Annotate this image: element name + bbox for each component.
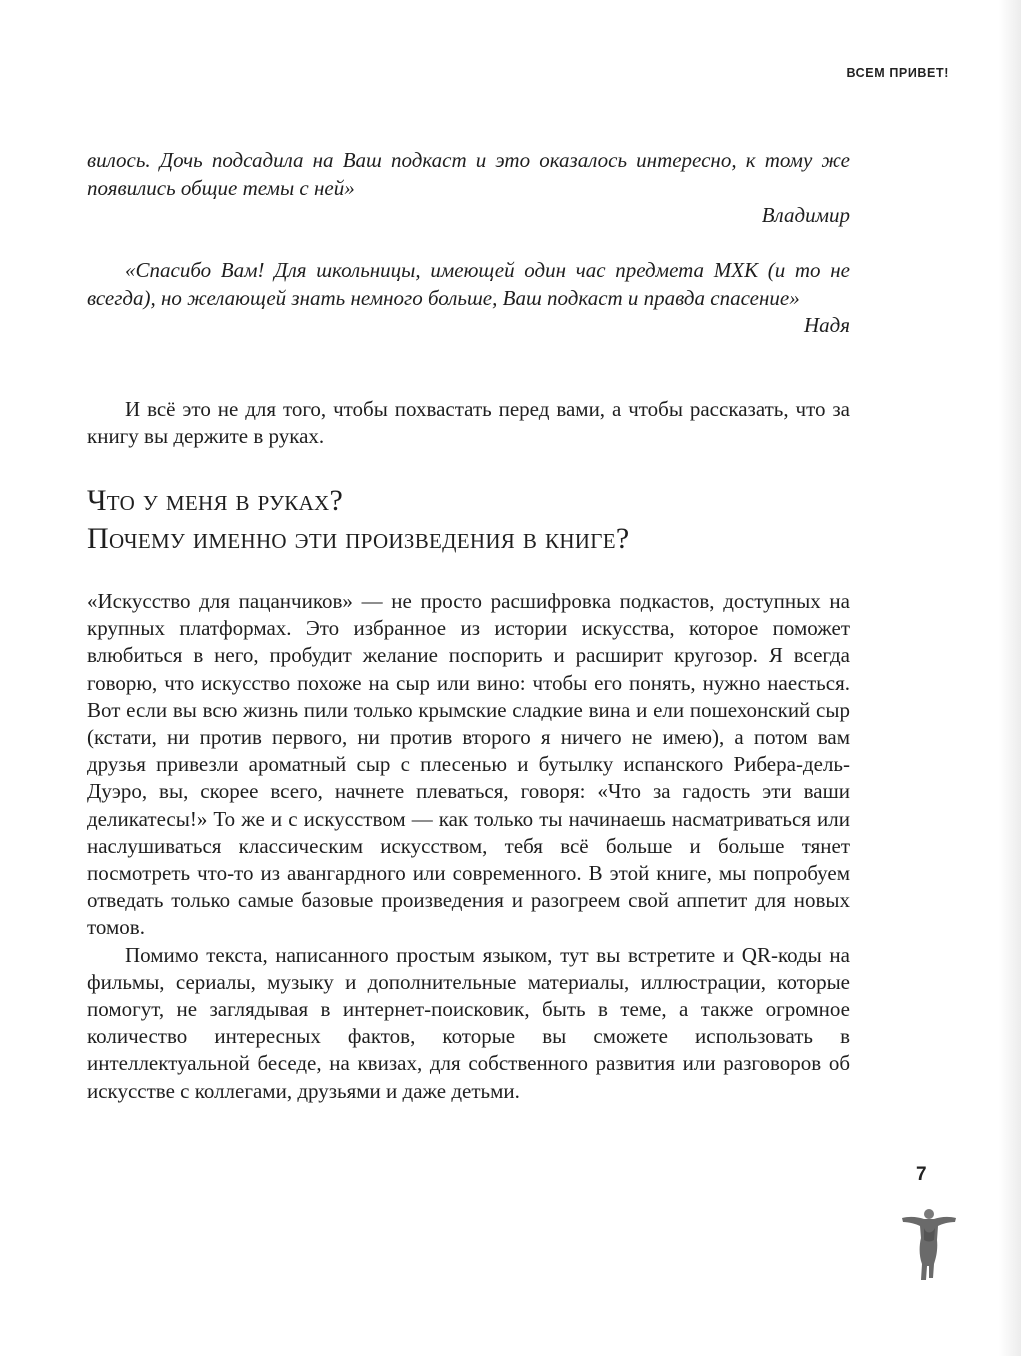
- paragraph: И всё это не для того, чтобы похвастать перед вами, а чтобы рассказать, что за книгу вы держите в руках.: [87, 397, 850, 449]
- sculpture-figure-icon: [898, 1206, 960, 1286]
- running-header: ВСЕМ ПРИВЕТ!: [846, 66, 949, 80]
- page-number: 7: [916, 1164, 927, 1185]
- paragraph: Помимо текста, написанного простым языком, тут вы встретите и QR-коды на фильмы, сериалы, музыку и дополнительные материалы, иллюстрации, которые помогут, не заглядывая в интернет-поисковик, быть в теме, а также огромное количество интересных фактов, которые вы сможете использовать в интеллектуальной беседе, на квизах, для собственного развития или разговоров об искусстве с коллегами, друзьями и даже детьми.: [87, 942, 850, 1103]
- testimonial-author: Владимир: [761, 203, 850, 227]
- page-edge-shadow: [999, 0, 1021, 1356]
- section-heading-line-2: Почему именно эти произведения в книге?: [87, 522, 630, 555]
- testimonial-author: Надя: [803, 313, 850, 337]
- testimonial-2: [87, 257, 850, 340]
- intro-paragraph: [87, 396, 850, 450]
- section-heading-line-1: Что у меня в руках?: [87, 484, 344, 517]
- paragraph: «Искусство для пацанчиков» — не просто расшифровка подкастов, доступных на крупных платформах. Это избранное из истории искусства, которое поможет влюбиться в него, пробудит желание поспорить и расширит кругозор. Я всегда говорю, что искусство похоже на сыр или вино: чтобы его понять, нужно наесться. Вот если вы всю жизнь пили только крымские сладкие вина и ели пошехонский сыр (кстати, ни против первого, ни против второго я ничего не имею), а потом вам друзья привезли ароматный сыр с плесенью и бутылку испанского Рибера-дель-Дуэро, вы, скорее всего, начнете плеваться, говоря: «Что за гадость эти ваши деликатесы!» То же и с искусством — как только ты начинаешь насматриваться или наслушиваться классическим искусством, тебя всё больше и больше тянет посмотреть что-то из авангардного или современного. В этой книге, мы попробуем отведать только самые базовые произведения и разогреем свой аппетит для новых томов.: [87, 589, 850, 940]
- testimonial-text: «Спасибо Вам! Для школьницы, имеющей один час предмета МХК (и то не всегда), но желающей знать немного больше, Ваш подкаст и правда спасение»: [87, 258, 850, 310]
- section-body: [87, 588, 850, 1105]
- testimonial-text: вилось. Дочь подсадила на Ваш подкаст и это оказалось интересно, к тому же появились общие темы с ней»: [87, 148, 850, 200]
- testimonial-1: [87, 147, 850, 230]
